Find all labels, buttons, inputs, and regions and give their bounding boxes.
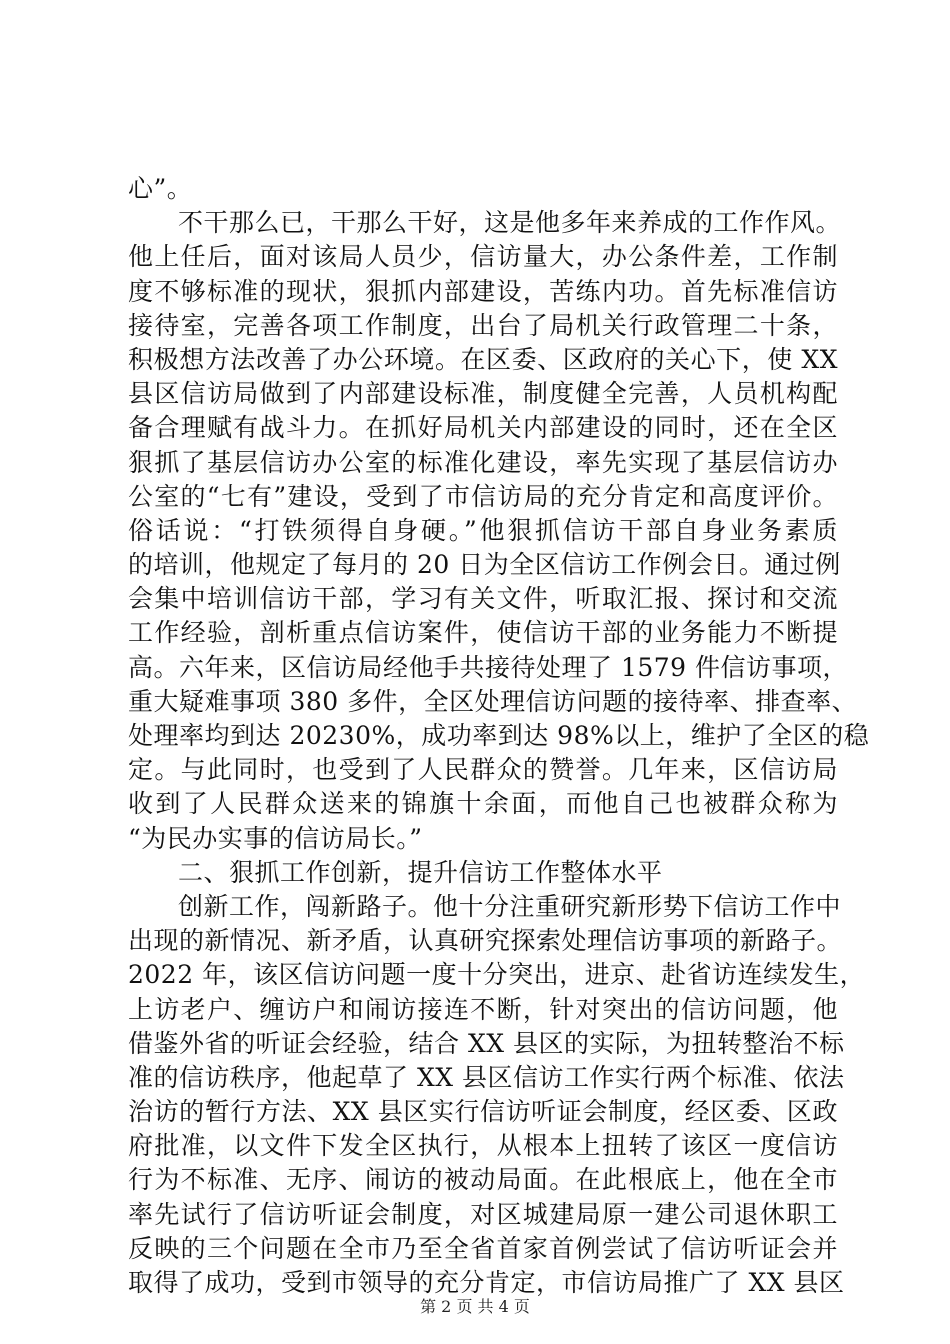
paragraph-line: 的培训，他规定了每月的 20 日为全区信访工作例会日。通过例 — [128, 550, 841, 580]
document-body — [128, 172, 870, 1300]
paragraph-line: 接待室，完善各项工作制度，出台了局机关行政管理二十条， — [128, 310, 838, 340]
paragraph-line: 治访的暂行方法、XX 县区实行信访听证会制度，经区委、区政 — [128, 1097, 838, 1127]
paragraph-line: 府批准，以文件下发全区执行，从根本上扭转了该区一度信访 — [128, 1131, 838, 1161]
paragraph-line: 心”。 — [128, 174, 193, 203]
paragraph-line: 定。与此同时，也受到了人民群众的赞誉。几年来，区信访局 — [128, 755, 838, 785]
paragraph-line: 处理率均到达 20230%，成功率到达 98%以上，维护了全区的稳 — [128, 721, 870, 750]
paragraph-line: 上访老户、缠访户和闹访接连不断，针对突出的信访问题，他 — [128, 994, 838, 1024]
paragraph-line: 反映的三个问题在全市乃至全省首家首例尝试了信访听证会并 — [128, 1233, 838, 1263]
paragraph-line: 率先试行了信访听证会制度，对区城建局原一建公司退休职工 — [128, 1199, 838, 1229]
paragraph-line: 狠抓了基层信访办公室的标准化建设，率先实现了基层信访办 — [128, 447, 838, 477]
paragraph-line: 公室的“七有”建设，受到了市信访局的充分肯定和高度评价。 — [128, 481, 838, 511]
paragraph-line: 不干那么已，干那么干好，这是他多年来养成的工作作风。 — [178, 208, 842, 238]
paragraph-line: 行为不标准、无序、闹访的被动局面。在此根底上，他在全市 — [128, 1165, 838, 1195]
paragraph-line: 县区信访局做到了内部建设标准，制度健全完善，人员机构配 — [128, 379, 838, 409]
paragraph-line: 取得了成功，受到市领导的充分肯定，市信访局推广了 XX 县区 — [128, 1268, 845, 1297]
page-number-footer: 第 2 页 共 4 页 — [420, 1297, 530, 1316]
paragraph-line: 积极想方法改善了办公环境。在区委、区政府的关心下，使 XX — [128, 344, 838, 374]
paragraph-line: 度不够标准的现状，狠抓内部建设，苦练内功。首先标准信访 — [128, 276, 838, 306]
section-heading: 二、狠抓工作创新，提升信访工作整体水平 — [178, 857, 663, 887]
paragraph-line: 出现的新情况、新矛盾，认真研究探索处理信访事项的新路子。 — [128, 926, 843, 956]
paragraph-line: 高。六年来，区信访局经他手共接待处理了 1579 件信访事项， — [128, 652, 849, 682]
paragraph-line: 工作经验，剖析重点信访案件，使信访干部的业务能力不断提 — [128, 618, 838, 648]
paragraph-line: 准的信访秩序，他起草了 XX 县区信访工作实行两个标准、依法 — [128, 1062, 845, 1092]
paragraph-line: 收到了人民群众送来的锦旗十余面，而他自己也被群众称为 — [128, 789, 838, 819]
paragraph-line: 会集中培训信访干部，学习有关文件，听取汇报、探讨和交流 — [128, 584, 838, 614]
paragraph-line: 重大疑难事项 380 多件，全区处理信访问题的接待率、排查率、 — [128, 686, 858, 716]
paragraph-line: 创新工作，闯新路子。他十分注重研究新形势下信访工作中 — [178, 891, 842, 921]
paragraph-line: “为民办实事的信访局长。” — [128, 823, 423, 853]
paragraph-line: 他上任后，面对该局人员少，信访量大，办公条件差，工作制 — [128, 242, 838, 272]
paragraph-line: 备合理赋有战斗力。在抓好局机关内部建设的同时，还在全区 — [128, 413, 838, 443]
paragraph-line: 俗话说：“打铁须得自身硬。”他狠抓信访干部自身业务素质 — [128, 515, 838, 545]
paragraph-line: 借鉴外省的听证会经验，结合 XX 县区的实际，为扭转整治不标 — [128, 1028, 845, 1058]
paragraph-line: 2022 年，该区信访问题一度十分突出，进京、赴省访连续发生， — [128, 960, 866, 990]
